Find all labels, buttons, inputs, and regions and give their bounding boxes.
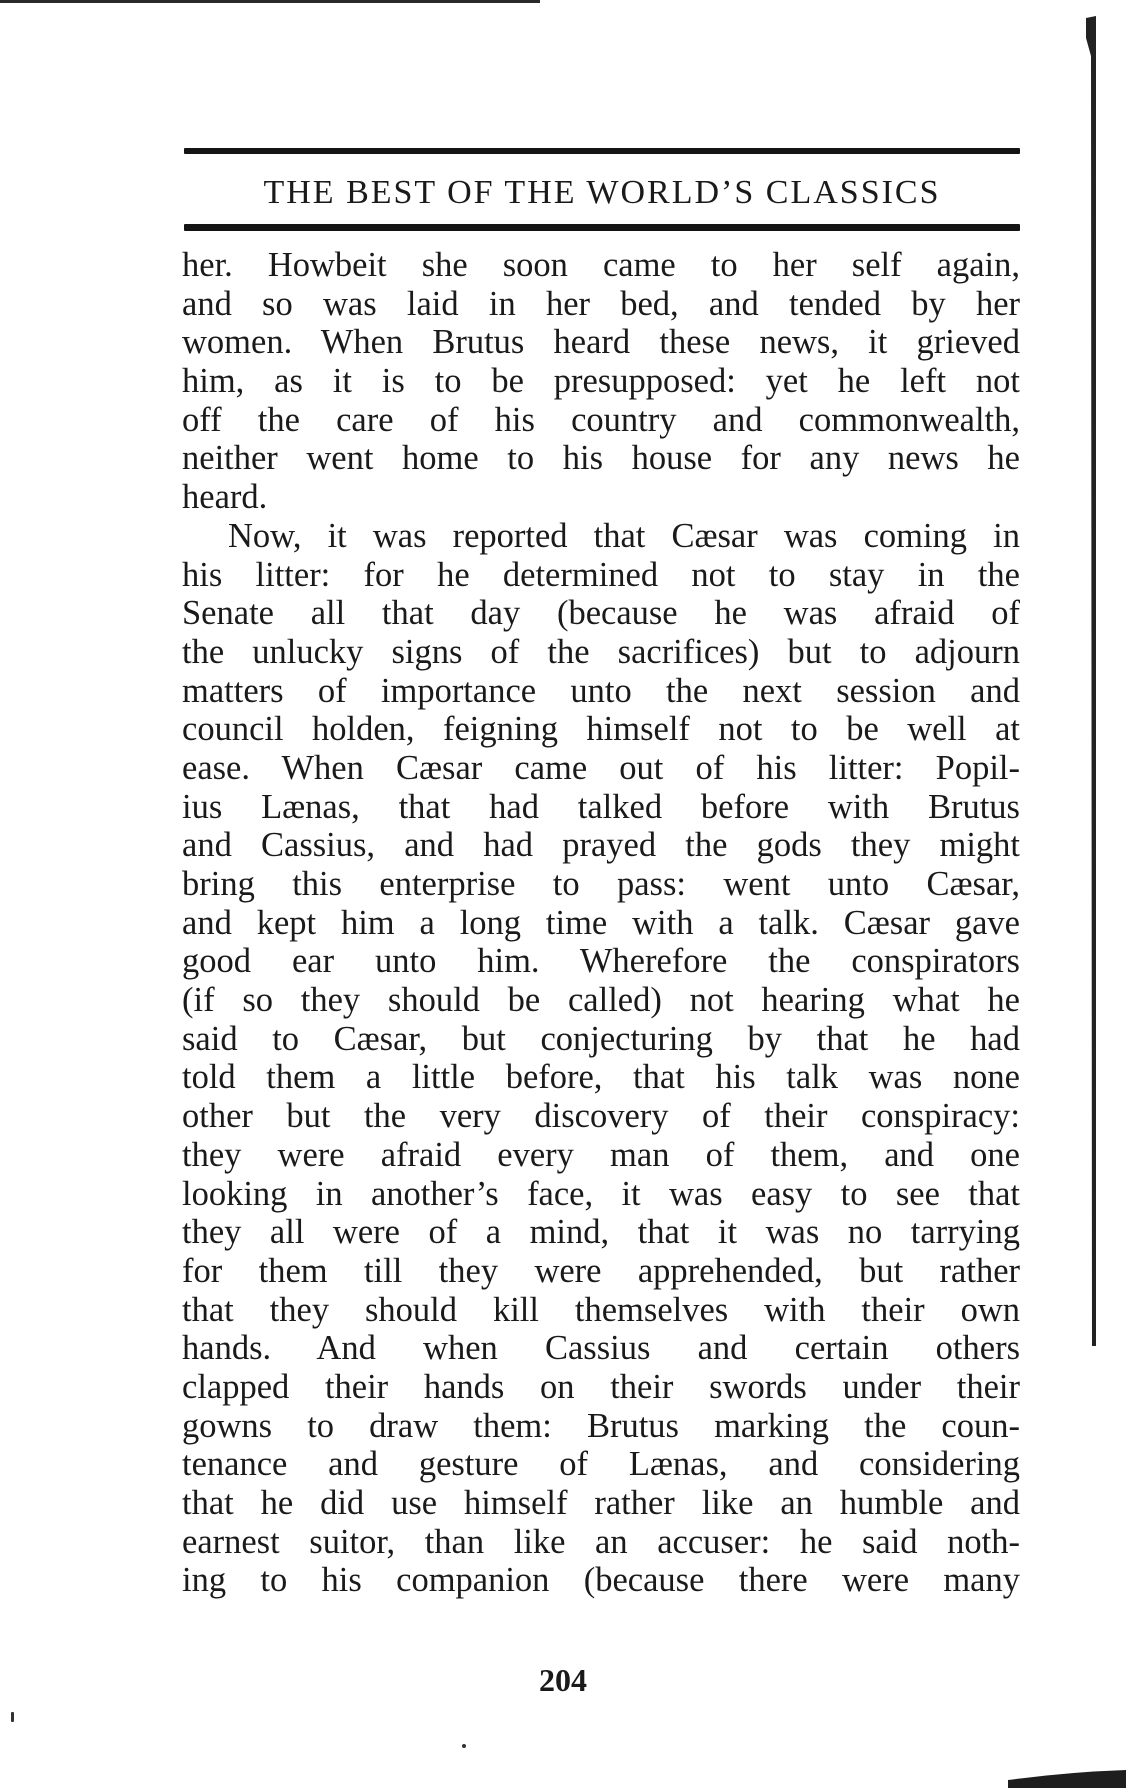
text-line: ius Lænas, that had talked before with Brutus: [182, 787, 1020, 826]
paragraph: [182, 517, 1020, 1600]
text-line: bring this enterprise to pass: went unto Cæsar,: [182, 865, 1020, 903]
running-head-title: THE BEST OF THE WORLD’S CLASSICS: [263, 174, 941, 211]
body-text: [182, 246, 1020, 1600]
text-line: off the care of his country and commonwealth,: [182, 400, 1020, 439]
text-line: looking in another’s face, it was easy to see that: [182, 1174, 1020, 1213]
bottom-rule: [184, 224, 1020, 231]
text-line: other but the very discovery of their conspiracy:: [182, 1097, 1020, 1136]
text-line: him, as it is to be presupposed: yet he left not: [182, 362, 1020, 401]
page-number: 204: [539, 1662, 587, 1698]
text-line: neither went home to his house for any news he: [182, 439, 1020, 478]
text-line: (if so they should be called) not hearing what he: [182, 981, 1020, 1020]
text-line: tenance and gesture of Lænas, and considering: [182, 1445, 1020, 1484]
scan-speck: [11, 1712, 14, 1722]
text-line: and kept him a long time with a talk. Cæsar gave: [182, 903, 1020, 942]
running-head: [184, 148, 1020, 231]
scan-edge-bottom: [1008, 1768, 1126, 1788]
text-line: and so was laid in her bed, and tended by her: [182, 284, 1020, 323]
text-line: Senate all that day (because he was afraid of: [182, 594, 1020, 633]
text-line: and Cassius, and had prayed the gods they might: [182, 826, 1020, 865]
text-line: ease. When Cæsar came out of his litter: Popil-: [182, 748, 1020, 787]
text-line: her. Howbeit she soon came to her self again,: [182, 246, 1020, 284]
text-line: for them till they were apprehended, but rather: [182, 1251, 1020, 1290]
text-line: earnest suitor, than like an accuser: he said noth-: [182, 1522, 1020, 1561]
text-line: clapped their hands on their swords under their: [182, 1367, 1020, 1406]
text-line: good ear unto him. Wherefore the conspirators: [182, 942, 1020, 981]
text-line: that they should kill themselves with their own: [182, 1290, 1020, 1329]
text-line: women. When Brutus heard these news, it grieved: [182, 323, 1020, 362]
text-line: council holden, feigning himself not to be well at: [182, 710, 1020, 749]
text-line: Now, it was reported that Cæsar was coming in: [228, 516, 1020, 555]
text-line: heard.: [182, 478, 268, 517]
text-line: told them a little before, that his talk was none: [182, 1058, 1020, 1097]
scan-edge-right: [1086, 16, 1096, 1346]
top-rule: [184, 148, 1020, 154]
text-line: ing to his companion (because there were many: [182, 1561, 1020, 1600]
text-line: that he did use himself rather like an humble and: [182, 1484, 1020, 1522]
text-line: hands. And when Cassius and certain others: [182, 1329, 1020, 1368]
text-line: matters of importance unto the next session and: [182, 671, 1020, 710]
text-line: they all were of a mind, that it was no tarrying: [182, 1213, 1020, 1252]
paragraph: [182, 246, 1020, 517]
text-line: his litter: for he determined not to stay in the: [182, 555, 1020, 594]
text-line: they were afraid every man of them, and one: [182, 1135, 1020, 1174]
text-line: gowns to draw them: Brutus marking the coun-: [182, 1406, 1020, 1445]
scan-speck: [462, 1744, 466, 1748]
text-line: said to Cæsar, but conjecturing by that he had: [182, 1019, 1020, 1058]
text-line: the unlucky signs of the sacrifices) but to adjourn: [182, 632, 1020, 671]
scan-edge-top: [0, 0, 540, 3]
